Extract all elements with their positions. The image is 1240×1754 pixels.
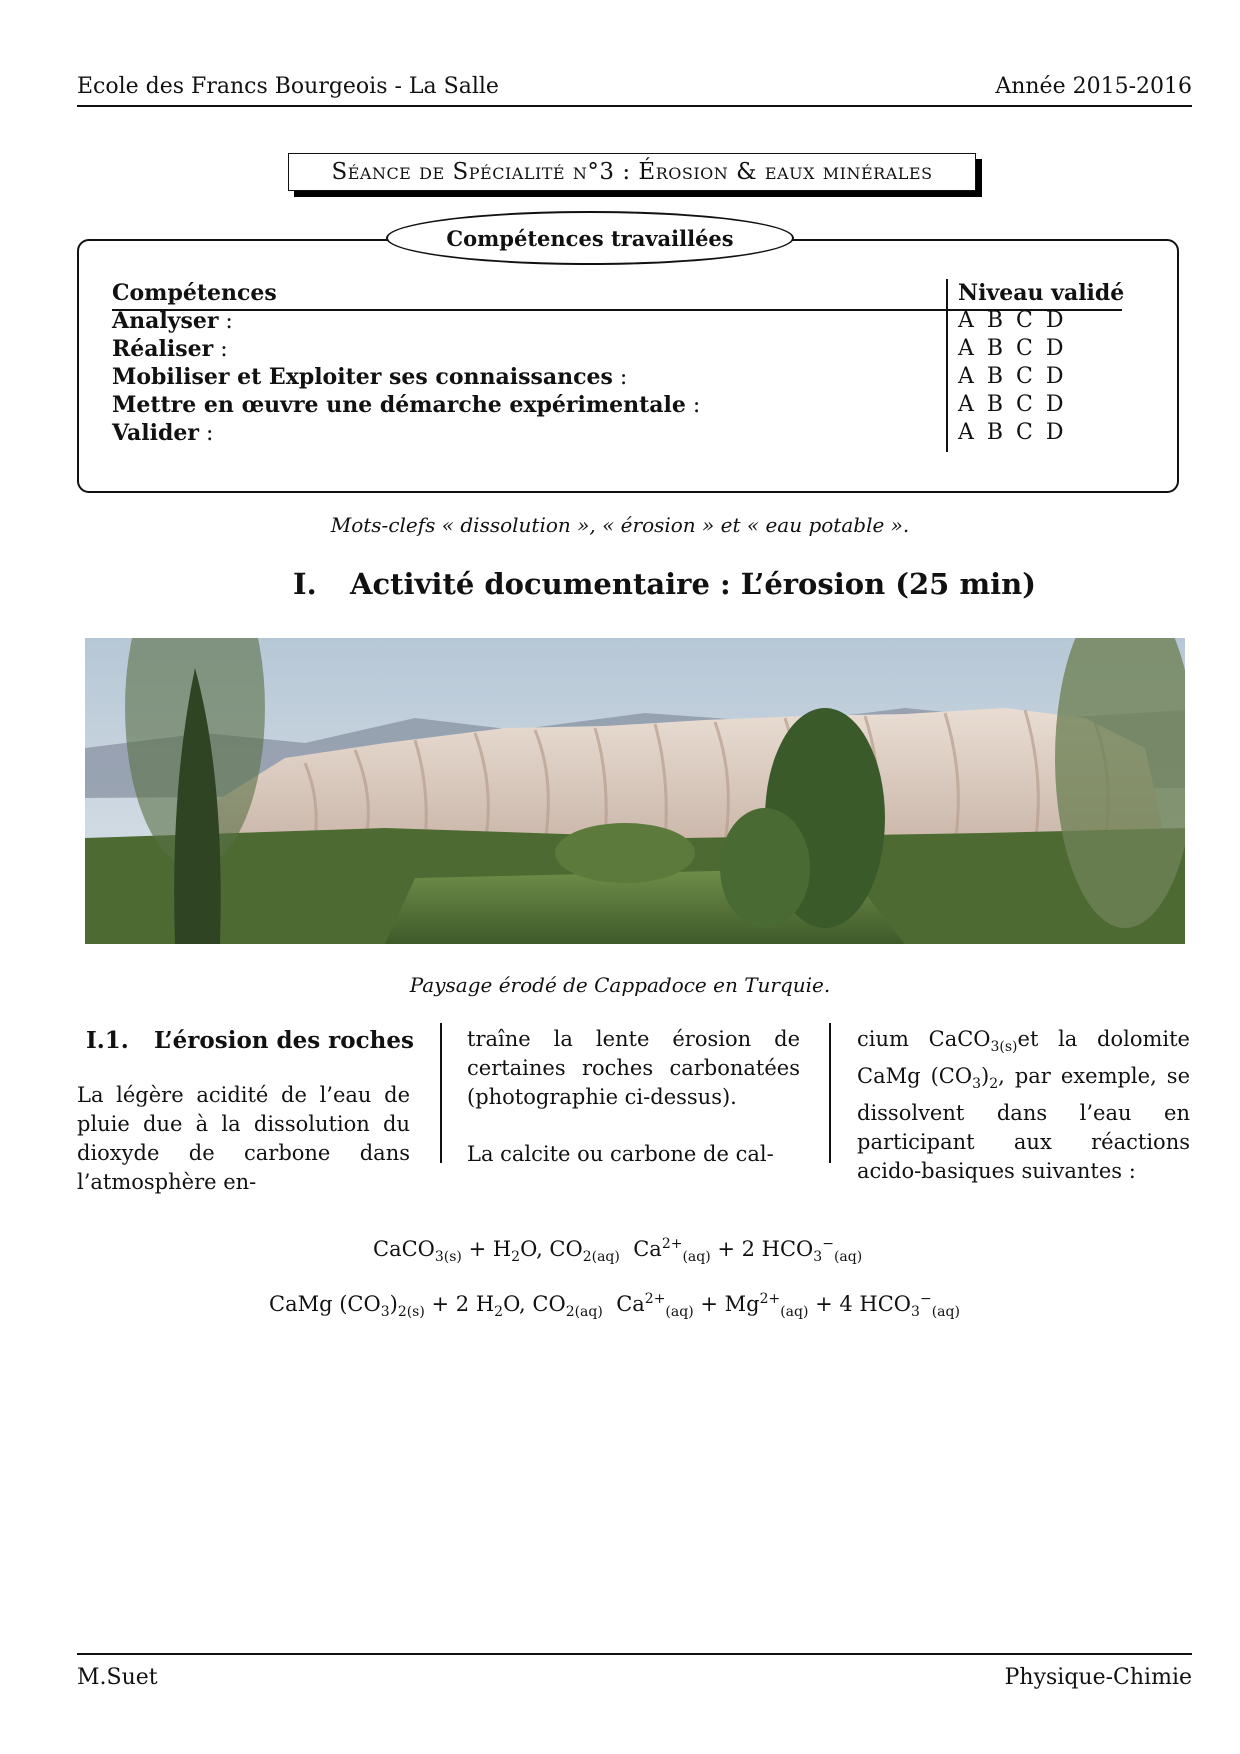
section-number: I. bbox=[293, 567, 317, 601]
footer-rule bbox=[77, 1653, 1192, 1655]
footer-author: M.Suet bbox=[77, 1665, 158, 1690]
equation-calcite: CaCO$_{3(s)}$ + $H_2O$, $CO_{2(aq)}$ $Ca^{2+}_{(aq)} + 2$ $HCO_3^-_{(aq)}$ bbox=[373, 1236, 863, 1266]
text-column-1: La légère acidité de l’eau de pluie due à la dissolution du dioxyde de carbone dans l’atmosphère en- bbox=[77, 1083, 410, 1194]
header-rule bbox=[77, 105, 1192, 107]
competence-levels: A B C D bbox=[958, 308, 1067, 333]
text-column-2: traîne la lente érosion de certaines roches carbonatées (photographie ci-dessus). La calcite ou carbone de cal- bbox=[467, 1027, 800, 1166]
equation-dolomite: CaMg $(CO_3)_{2(s)} + 2$ $H_2O$, $CO_{2(aq)}$ $Ca^{2+}_{(aq)} + Mg^{2+}_{(aq)} + 4$ $HCO_3^-_{(aq)}$ bbox=[269, 1291, 960, 1321]
competence-levels: A B C D bbox=[958, 392, 1067, 417]
text-column-3: cium CaCO$_{3(s)}$et la dolomite CaMg $(CO_3)_2$, par exemple, se dissolvent dans l’eau en participant aux réactions acido-basiques suivantes : bbox=[857, 1027, 1191, 1184]
competence-row: Analyser : bbox=[112, 308, 233, 334]
column-divider bbox=[440, 1023, 442, 1163]
competence-row: Réaliser : bbox=[112, 336, 228, 362]
cappadocia-landscape-photo bbox=[85, 638, 1185, 944]
header-school: Ecole des Francs Bourgeois - La Salle bbox=[77, 74, 499, 99]
footer-subject: Physique-Chimie bbox=[1004, 1665, 1192, 1690]
competence-row: Mobiliser et Exploiter ses connaissances : bbox=[112, 364, 628, 390]
header-year: Année 2015-2016 bbox=[995, 74, 1192, 99]
competence-row: Valider : bbox=[112, 420, 214, 446]
competence-levels: A B C D bbox=[958, 420, 1067, 445]
photo-caption: Paysage érodé de Cappadoce en Turquie. bbox=[409, 973, 831, 997]
competence-levels: A B C D bbox=[958, 336, 1067, 361]
competences-col-header: Compétences bbox=[112, 280, 277, 306]
competences-box-title: Compétences travaillées bbox=[386, 211, 794, 265]
column-divider bbox=[829, 1023, 831, 1163]
subsection-number: I.1. bbox=[86, 1027, 129, 1054]
subsection-title: L’érosion des roches bbox=[154, 1027, 414, 1054]
niveau-col-header: Niveau validé bbox=[958, 280, 1125, 306]
page-title: Séance de Spécialité n°3 : Érosion & eaux minérales bbox=[288, 153, 976, 191]
competences-col-divider bbox=[946, 279, 948, 452]
section-title: Activité documentaire : L’érosion (25 min) bbox=[350, 567, 1036, 601]
competence-levels: A B C D bbox=[958, 364, 1067, 389]
keywords: Mots-clefs « dissolution », « érosion » et « eau potable ». bbox=[330, 513, 910, 537]
competence-row: Mettre en œuvre une démarche expérimentale : bbox=[112, 392, 701, 418]
